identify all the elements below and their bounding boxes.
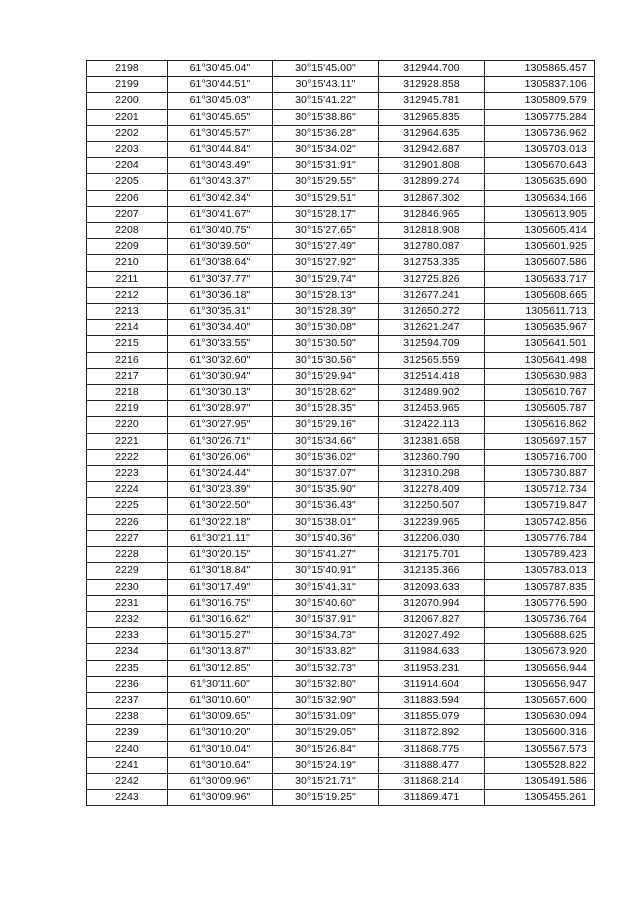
table-row <box>87 725 595 741</box>
point-number-cell: 2233 <box>87 628 168 644</box>
latitude-cell: 61°30'43.37" <box>168 174 273 190</box>
x-coordinate-cell: 311855.079 <box>379 709 485 725</box>
latitude-cell: 61°30'22.18" <box>168 514 273 530</box>
y-coordinate-cell: 1305742.856 <box>485 514 595 530</box>
y-coordinate-cell: 1305634.166 <box>485 190 595 206</box>
longitude-cell: 30°15'24.19" <box>273 757 379 773</box>
y-coordinate-cell: 1305783.013 <box>485 563 595 579</box>
y-coordinate-cell: 1305635.967 <box>485 320 595 336</box>
y-coordinate-cell: 1305712.734 <box>485 482 595 498</box>
longitude-cell: 30°15'28.39" <box>273 304 379 320</box>
longitude-cell: 30°15'36.43" <box>273 498 379 514</box>
y-coordinate-cell: 1305697.157 <box>485 433 595 449</box>
table-row <box>87 255 595 271</box>
x-coordinate-cell: 312453.965 <box>379 401 485 417</box>
table-row <box>87 93 595 109</box>
latitude-cell: 61°30'27.95" <box>168 417 273 433</box>
latitude-cell: 61°30'10.60" <box>168 692 273 708</box>
y-coordinate-cell: 1305736.764 <box>485 611 595 627</box>
point-number-cell: 2239 <box>87 725 168 741</box>
longitude-cell: 30°15'36.02" <box>273 449 379 465</box>
latitude-cell: 61°30'13.87" <box>168 644 273 660</box>
coordinates-table-body <box>87 61 595 806</box>
x-coordinate-cell: 312846.965 <box>379 206 485 222</box>
x-coordinate-cell: 311868.214 <box>379 773 485 789</box>
latitude-cell: 61°30'10.20" <box>168 725 273 741</box>
y-coordinate-cell: 1305837.106 <box>485 77 595 93</box>
y-coordinate-cell: 1305528.822 <box>485 757 595 773</box>
table-row <box>87 579 595 595</box>
longitude-cell: 30°15'29.05" <box>273 725 379 741</box>
point-number-cell: 2220 <box>87 417 168 433</box>
latitude-cell: 61°30'10.64" <box>168 757 273 773</box>
longitude-cell: 30°15'41.22" <box>273 93 379 109</box>
longitude-cell: 30°15'40.60" <box>273 595 379 611</box>
longitude-cell: 30°15'29.51" <box>273 190 379 206</box>
table-row <box>87 239 595 255</box>
longitude-cell: 30°15'37.91" <box>273 611 379 627</box>
x-coordinate-cell: 311872.892 <box>379 725 485 741</box>
table-row <box>87 368 595 384</box>
y-coordinate-cell: 1305613.905 <box>485 206 595 222</box>
point-number-cell: 2238 <box>87 709 168 725</box>
longitude-cell: 30°15'28.35" <box>273 401 379 417</box>
point-number-cell: 2198 <box>87 61 168 77</box>
longitude-cell: 30°15'37.07" <box>273 466 379 482</box>
x-coordinate-cell: 312942.687 <box>379 142 485 158</box>
table-row <box>87 158 595 174</box>
point-number-cell: 2217 <box>87 368 168 384</box>
y-coordinate-cell: 1305688.625 <box>485 628 595 644</box>
latitude-cell: 61°30'45.04" <box>168 61 273 77</box>
latitude-cell: 61°30'33.55" <box>168 336 273 352</box>
table-row <box>87 660 595 676</box>
longitude-cell: 30°15'21.71" <box>273 773 379 789</box>
table-row <box>87 709 595 725</box>
x-coordinate-cell: 312594.709 <box>379 336 485 352</box>
y-coordinate-cell: 1305775.284 <box>485 109 595 125</box>
latitude-cell: 61°30'30.94" <box>168 368 273 384</box>
point-number-cell: 2213 <box>87 304 168 320</box>
point-number-cell: 2212 <box>87 287 168 303</box>
table-row <box>87 352 595 368</box>
table-row <box>87 304 595 320</box>
table-row <box>87 61 595 77</box>
y-coordinate-cell: 1305776.784 <box>485 530 595 546</box>
longitude-cell: 30°15'29.74" <box>273 271 379 287</box>
point-number-cell: 2209 <box>87 239 168 255</box>
point-number-cell: 2232 <box>87 611 168 627</box>
x-coordinate-cell: 311984.633 <box>379 644 485 660</box>
latitude-cell: 61°30'16.75" <box>168 595 273 611</box>
point-number-cell: 2211 <box>87 271 168 287</box>
x-coordinate-cell: 312310.298 <box>379 466 485 482</box>
table-row <box>87 336 595 352</box>
y-coordinate-cell: 1305789.423 <box>485 547 595 563</box>
point-number-cell: 2203 <box>87 142 168 158</box>
longitude-cell: 30°15'31.91" <box>273 158 379 174</box>
coordinates-table <box>86 60 595 806</box>
longitude-cell: 30°15'34.02" <box>273 142 379 158</box>
latitude-cell: 61°30'18.84" <box>168 563 273 579</box>
point-number-cell: 2237 <box>87 692 168 708</box>
y-coordinate-cell: 1305730.887 <box>485 466 595 482</box>
table-row <box>87 547 595 563</box>
latitude-cell: 61°30'17.49" <box>168 579 273 595</box>
table-row <box>87 385 595 401</box>
x-coordinate-cell: 312175.701 <box>379 547 485 563</box>
longitude-cell: 30°15'32.90" <box>273 692 379 708</box>
y-coordinate-cell: 1305736.962 <box>485 125 595 141</box>
point-number-cell: 2236 <box>87 676 168 692</box>
y-coordinate-cell: 1305611.713 <box>485 304 595 320</box>
longitude-cell: 30°15'41.31" <box>273 579 379 595</box>
latitude-cell: 61°30'45.03" <box>168 93 273 109</box>
table-row <box>87 466 595 482</box>
y-coordinate-cell: 1305865.457 <box>485 61 595 77</box>
point-number-cell: 2227 <box>87 530 168 546</box>
x-coordinate-cell: 312250.507 <box>379 498 485 514</box>
point-number-cell: 2225 <box>87 498 168 514</box>
table-row <box>87 790 595 806</box>
point-number-cell: 2240 <box>87 741 168 757</box>
latitude-cell: 61°30'45.57" <box>168 125 273 141</box>
latitude-cell: 61°30'36.18" <box>168 287 273 303</box>
y-coordinate-cell: 1305703.013 <box>485 142 595 158</box>
longitude-cell: 30°15'33.82" <box>273 644 379 660</box>
longitude-cell: 30°15'26.84" <box>273 741 379 757</box>
x-coordinate-cell: 312621.247 <box>379 320 485 336</box>
latitude-cell: 61°30'38.64" <box>168 255 273 271</box>
y-coordinate-cell: 1305716.700 <box>485 449 595 465</box>
x-coordinate-cell: 312070.994 <box>379 595 485 611</box>
x-coordinate-cell: 312944.700 <box>379 61 485 77</box>
longitude-cell: 30°15'32.80" <box>273 676 379 692</box>
y-coordinate-cell: 1305776.590 <box>485 595 595 611</box>
y-coordinate-cell: 1305657.600 <box>485 692 595 708</box>
y-coordinate-cell: 1305605.414 <box>485 223 595 239</box>
point-number-cell: 2235 <box>87 660 168 676</box>
longitude-cell: 30°15'27.65" <box>273 223 379 239</box>
table-row <box>87 401 595 417</box>
latitude-cell: 61°30'37.77" <box>168 271 273 287</box>
table-row <box>87 563 595 579</box>
point-number-cell: 2199 <box>87 77 168 93</box>
longitude-cell: 30°15'30.08" <box>273 320 379 336</box>
y-coordinate-cell: 1305641.498 <box>485 352 595 368</box>
point-number-cell: 2216 <box>87 352 168 368</box>
point-number-cell: 2226 <box>87 514 168 530</box>
point-number-cell: 2218 <box>87 385 168 401</box>
longitude-cell: 30°15'34.73" <box>273 628 379 644</box>
longitude-cell: 30°15'28.62" <box>273 385 379 401</box>
point-number-cell: 2205 <box>87 174 168 190</box>
latitude-cell: 61°30'34.40" <box>168 320 273 336</box>
table-row <box>87 773 595 789</box>
latitude-cell: 61°30'45.65" <box>168 109 273 125</box>
y-coordinate-cell: 1305600.316 <box>485 725 595 741</box>
point-number-cell: 2210 <box>87 255 168 271</box>
table-row <box>87 449 595 465</box>
y-coordinate-cell: 1305673.920 <box>485 644 595 660</box>
x-coordinate-cell: 312867.302 <box>379 190 485 206</box>
longitude-cell: 30°15'28.13" <box>273 287 379 303</box>
table-row <box>87 676 595 692</box>
x-coordinate-cell: 311953.231 <box>379 660 485 676</box>
latitude-cell: 61°30'35.31" <box>168 304 273 320</box>
point-number-cell: 2206 <box>87 190 168 206</box>
longitude-cell: 30°15'28.17" <box>273 206 379 222</box>
x-coordinate-cell: 312753.335 <box>379 255 485 271</box>
x-coordinate-cell: 312928.858 <box>379 77 485 93</box>
table-row <box>87 692 595 708</box>
y-coordinate-cell: 1305601.925 <box>485 239 595 255</box>
point-number-cell: 2219 <box>87 401 168 417</box>
table-row <box>87 514 595 530</box>
longitude-cell: 30°15'43.11" <box>273 77 379 93</box>
table-row <box>87 757 595 773</box>
point-number-cell: 2208 <box>87 223 168 239</box>
table-row <box>87 433 595 449</box>
x-coordinate-cell: 312239.965 <box>379 514 485 530</box>
table-row <box>87 174 595 190</box>
point-number-cell: 2202 <box>87 125 168 141</box>
x-coordinate-cell: 312489.902 <box>379 385 485 401</box>
table-row <box>87 417 595 433</box>
x-coordinate-cell: 312964.635 <box>379 125 485 141</box>
y-coordinate-cell: 1305787.835 <box>485 579 595 595</box>
longitude-cell: 30°15'27.92" <box>273 255 379 271</box>
y-coordinate-cell: 1305641.501 <box>485 336 595 352</box>
table-row <box>87 644 595 660</box>
y-coordinate-cell: 1305455.261 <box>485 790 595 806</box>
x-coordinate-cell: 312650.272 <box>379 304 485 320</box>
latitude-cell: 61°30'15.27" <box>168 628 273 644</box>
point-number-cell: 2204 <box>87 158 168 174</box>
longitude-cell: 30°15'29.55" <box>273 174 379 190</box>
longitude-cell: 30°15'29.94" <box>273 368 379 384</box>
table-row <box>87 77 595 93</box>
point-number-cell: 2215 <box>87 336 168 352</box>
x-coordinate-cell: 311883.594 <box>379 692 485 708</box>
point-number-cell: 2200 <box>87 93 168 109</box>
point-number-cell: 2224 <box>87 482 168 498</box>
longitude-cell: 30°15'19.25" <box>273 790 379 806</box>
latitude-cell: 61°30'23.39" <box>168 482 273 498</box>
point-number-cell: 2234 <box>87 644 168 660</box>
latitude-cell: 61°30'44.84" <box>168 142 273 158</box>
table-row <box>87 190 595 206</box>
longitude-cell: 30°15'30.50" <box>273 336 379 352</box>
point-number-cell: 2221 <box>87 433 168 449</box>
table-row <box>87 320 595 336</box>
latitude-cell: 61°30'12.85" <box>168 660 273 676</box>
point-number-cell: 2207 <box>87 206 168 222</box>
x-coordinate-cell: 312725.826 <box>379 271 485 287</box>
point-number-cell: 2228 <box>87 547 168 563</box>
latitude-cell: 61°30'21.11" <box>168 530 273 546</box>
x-coordinate-cell: 312565.559 <box>379 352 485 368</box>
x-coordinate-cell: 311888.477 <box>379 757 485 773</box>
x-coordinate-cell: 312514.418 <box>379 368 485 384</box>
table-row <box>87 611 595 627</box>
y-coordinate-cell: 1305633.717 <box>485 271 595 287</box>
longitude-cell: 30°15'36.28" <box>273 125 379 141</box>
point-number-cell: 2242 <box>87 773 168 789</box>
longitude-cell: 30°15'45.00" <box>273 61 379 77</box>
point-number-cell: 2243 <box>87 790 168 806</box>
table-row <box>87 142 595 158</box>
latitude-cell: 61°30'16.62" <box>168 611 273 627</box>
latitude-cell: 61°30'39.50" <box>168 239 273 255</box>
x-coordinate-cell: 312945.781 <box>379 93 485 109</box>
x-coordinate-cell: 311869.471 <box>379 790 485 806</box>
latitude-cell: 61°30'22.50" <box>168 498 273 514</box>
longitude-cell: 30°15'29.16" <box>273 417 379 433</box>
table-row <box>87 741 595 757</box>
latitude-cell: 61°30'26.71" <box>168 433 273 449</box>
point-number-cell: 2201 <box>87 109 168 125</box>
x-coordinate-cell: 311868.775 <box>379 741 485 757</box>
latitude-cell: 61°30'44.51" <box>168 77 273 93</box>
table-row <box>87 223 595 239</box>
longitude-cell: 30°15'40.91" <box>273 563 379 579</box>
table-row <box>87 482 595 498</box>
y-coordinate-cell: 1305656.944 <box>485 660 595 676</box>
x-coordinate-cell: 312780.087 <box>379 239 485 255</box>
table-row <box>87 109 595 125</box>
table-row <box>87 271 595 287</box>
table-row <box>87 628 595 644</box>
longitude-cell: 30°15'35.90" <box>273 482 379 498</box>
x-coordinate-cell: 312422.113 <box>379 417 485 433</box>
x-coordinate-cell: 312278.409 <box>379 482 485 498</box>
x-coordinate-cell: 312067.827 <box>379 611 485 627</box>
table-row <box>87 530 595 546</box>
x-coordinate-cell: 312093.633 <box>379 579 485 595</box>
latitude-cell: 61°30'41.67" <box>168 206 273 222</box>
latitude-cell: 61°30'20.15" <box>168 547 273 563</box>
y-coordinate-cell: 1305656.947 <box>485 676 595 692</box>
y-coordinate-cell: 1305630.983 <box>485 368 595 384</box>
latitude-cell: 61°30'09.96" <box>168 790 273 806</box>
y-coordinate-cell: 1305616.862 <box>485 417 595 433</box>
x-coordinate-cell: 312381.658 <box>379 433 485 449</box>
y-coordinate-cell: 1305491.586 <box>485 773 595 789</box>
latitude-cell: 61°30'32.60" <box>168 352 273 368</box>
table-row <box>87 125 595 141</box>
x-coordinate-cell: 312360.790 <box>379 449 485 465</box>
latitude-cell: 61°30'09.96" <box>168 773 273 789</box>
latitude-cell: 61°30'30.13" <box>168 385 273 401</box>
x-coordinate-cell: 311914.604 <box>379 676 485 692</box>
longitude-cell: 30°15'31.09" <box>273 709 379 725</box>
longitude-cell: 30°15'27.49" <box>273 239 379 255</box>
y-coordinate-cell: 1305635.690 <box>485 174 595 190</box>
x-coordinate-cell: 312206.030 <box>379 530 485 546</box>
point-number-cell: 2241 <box>87 757 168 773</box>
longitude-cell: 30°15'40.36" <box>273 530 379 546</box>
latitude-cell: 61°30'26.06" <box>168 449 273 465</box>
latitude-cell: 61°30'24.44" <box>168 466 273 482</box>
table-row <box>87 595 595 611</box>
point-number-cell: 2222 <box>87 449 168 465</box>
longitude-cell: 30°15'30.56" <box>273 352 379 368</box>
latitude-cell: 61°30'28.97" <box>168 401 273 417</box>
longitude-cell: 30°15'38.01" <box>273 514 379 530</box>
table-row <box>87 206 595 222</box>
y-coordinate-cell: 1305630.094 <box>485 709 595 725</box>
point-number-cell: 2229 <box>87 563 168 579</box>
longitude-cell: 30°15'32.73" <box>273 660 379 676</box>
longitude-cell: 30°15'34.66" <box>273 433 379 449</box>
y-coordinate-cell: 1305607.586 <box>485 255 595 271</box>
x-coordinate-cell: 312818.908 <box>379 223 485 239</box>
point-number-cell: 2214 <box>87 320 168 336</box>
latitude-cell: 61°30'10.04" <box>168 741 273 757</box>
latitude-cell: 61°30'09.65" <box>168 709 273 725</box>
latitude-cell: 61°30'43.49" <box>168 158 273 174</box>
y-coordinate-cell: 1305719.847 <box>485 498 595 514</box>
point-number-cell: 2223 <box>87 466 168 482</box>
latitude-cell: 61°30'42.34" <box>168 190 273 206</box>
latitude-cell: 61°30'11.60" <box>168 676 273 692</box>
x-coordinate-cell: 312027.492 <box>379 628 485 644</box>
latitude-cell: 61°30'40.75" <box>168 223 273 239</box>
y-coordinate-cell: 1305610.767 <box>485 385 595 401</box>
table-row <box>87 287 595 303</box>
x-coordinate-cell: 312135.366 <box>379 563 485 579</box>
y-coordinate-cell: 1305670.643 <box>485 158 595 174</box>
x-coordinate-cell: 312965.835 <box>379 109 485 125</box>
point-number-cell: 2230 <box>87 579 168 595</box>
y-coordinate-cell: 1305608.665 <box>485 287 595 303</box>
x-coordinate-cell: 312677.241 <box>379 287 485 303</box>
table-row <box>87 498 595 514</box>
y-coordinate-cell: 1305567.573 <box>485 741 595 757</box>
point-number-cell: 2231 <box>87 595 168 611</box>
x-coordinate-cell: 312899.274 <box>379 174 485 190</box>
longitude-cell: 30°15'38.86" <box>273 109 379 125</box>
y-coordinate-cell: 1305809.579 <box>485 93 595 109</box>
longitude-cell: 30°15'41.27" <box>273 547 379 563</box>
y-coordinate-cell: 1305605.787 <box>485 401 595 417</box>
x-coordinate-cell: 312901.808 <box>379 158 485 174</box>
